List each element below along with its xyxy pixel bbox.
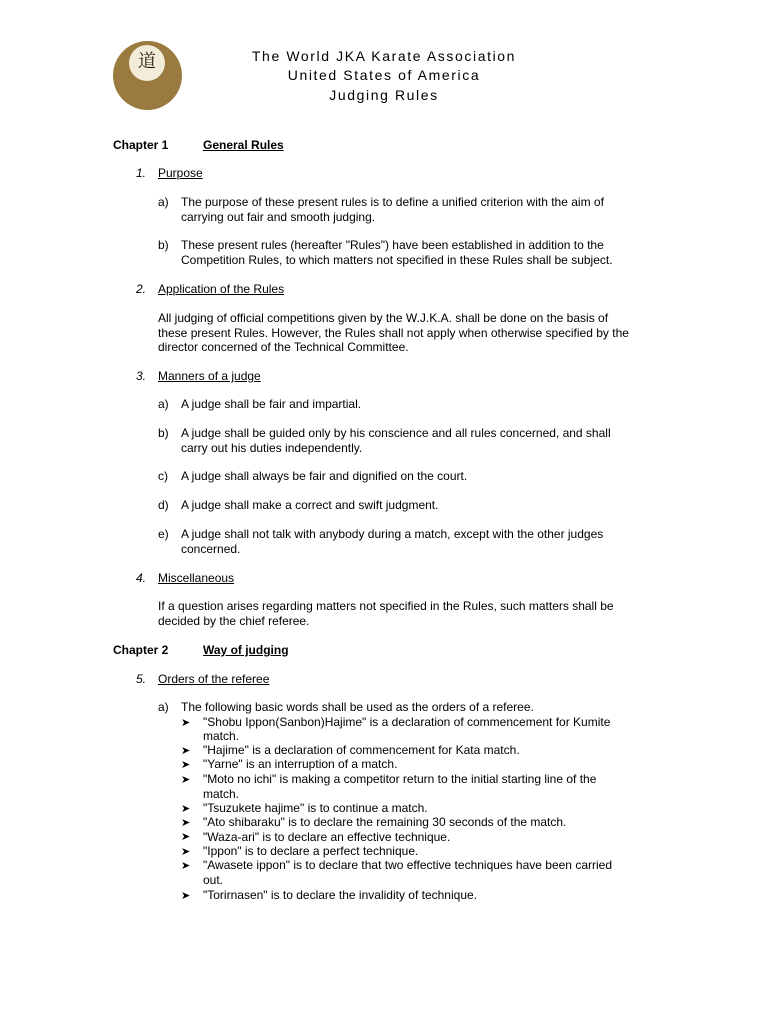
order-bullet-10: "Torirnasen" is to declare the invalidity of technique. (203, 888, 478, 902)
bullet-arrow-icon: ➤ (181, 890, 191, 902)
header-title-line3: Judging Rules (329, 87, 439, 103)
item-label: a) (158, 397, 169, 411)
item-label: b) (158, 426, 169, 440)
bullet-arrow-icon: ➤ (181, 745, 191, 757)
orders-intro: The following basic words shall be used as the orders of a referee. (181, 700, 534, 714)
purpose-b-line2: Competition Rules, to which matters not specified in these Rules shall be subject. (181, 253, 613, 267)
bullet-arrow-icon: ➤ (181, 774, 191, 786)
section-number: 2. (136, 282, 147, 296)
section-number: 3. (136, 369, 147, 383)
application-line1: All judging of official competitions given by the W.J.K.A. shall be done on the basis of (158, 311, 609, 325)
bullet-arrow-icon: ➤ (181, 831, 191, 843)
section-title-manners: Manners of a judge (158, 369, 261, 383)
bullet-arrow-icon: ➤ (181, 860, 191, 872)
item-label: a) (158, 195, 169, 209)
purpose-a-line2: carrying out fair and smooth judging. (181, 210, 376, 224)
item-label: d) (158, 498, 169, 512)
section-number: 4. (136, 571, 147, 585)
section-number: 1. (136, 166, 147, 180)
section-title-purpose: Purpose (158, 166, 203, 180)
chapter1-title: General Rules (203, 138, 284, 152)
bullet-arrow-icon: ➤ (181, 817, 191, 829)
order-bullet-1-line1: "Shobu Ippon(Sanbon)Hajime" is a declaration of commencement for Kumite (203, 715, 611, 729)
manners-b-line2: carry out his duties independently. (181, 441, 363, 455)
logo-emblem (129, 45, 165, 81)
manners-c-line1: A judge shall always be fair and dignified on the court. (181, 469, 468, 483)
bullet-arrow-icon: ➤ (181, 846, 191, 858)
header-title-line1: The World JKA Karate Association (251, 48, 517, 64)
section-title-orders: Orders of the referee (158, 672, 270, 686)
chapter2-label: Chapter 2 (113, 643, 169, 657)
manners-b-line1: A judge shall be guided only by his conscience and all rules concerned, and shall (181, 426, 611, 440)
manners-a-line1: A judge shall be fair and impartial. (181, 397, 362, 411)
item-label: e) (158, 527, 169, 541)
chapter2-title: Way of judging (203, 643, 289, 657)
header-title-line2: United States of America (287, 67, 481, 83)
misc-line2: decided by the chief referee. (158, 614, 310, 628)
manners-e-line1: A judge shall not talk with anybody during a match, except with the other judges (181, 527, 604, 541)
logo-kanji: 道 (138, 51, 156, 72)
order-bullet-6: "Ato shibaraku" is to declare the remaining 30 seconds of the match. (203, 815, 567, 829)
order-bullet-4-line1: "Moto no ichi" is making a competitor return to the initial starting line of the (203, 772, 597, 786)
association-logo (113, 41, 182, 110)
order-bullet-8: "Ippon" is to declare a perfect technique. (203, 844, 419, 858)
order-bullet-3: "Yarne" is an interruption of a match. (203, 757, 398, 771)
bullet-arrow-icon: ➤ (181, 717, 191, 729)
item-label: a) (158, 700, 169, 714)
item-label: c) (158, 469, 168, 483)
order-bullet-9-line1: "Awasete ippon" is to declare that two effective techniques have been carried (203, 858, 612, 872)
section-number: 5. (136, 672, 147, 686)
chapter1-label: Chapter 1 (113, 138, 169, 152)
manners-d-line1: A judge shall make a correct and swift judgment. (181, 498, 439, 512)
misc-line1: If a question arises regarding matters not specified in the Rules, such matters shall be (158, 599, 614, 613)
purpose-a-line1: The purpose of these present rules is to define a unified criterion with the aim of (181, 195, 604, 209)
purpose-b-line1: These present rules (hereafter "Rules") have been established in addition to the (181, 238, 604, 252)
order-bullet-7: "Waza-ari" is to declare an effective technique. (203, 830, 451, 844)
section-title-application: Application of the Rules (158, 282, 285, 296)
application-line2: these present Rules. However, the Rules shall not apply when otherwise specified by the (158, 326, 629, 340)
order-bullet-1-line2: match. (203, 729, 240, 743)
application-line3: director concerned of the Technical Committee. (158, 340, 409, 354)
bullet-arrow-icon: ➤ (181, 803, 191, 815)
order-bullet-5: "Tsuzukete hajime" is to continue a match. (203, 801, 428, 815)
manners-e-line2: concerned. (181, 542, 241, 556)
order-bullet-9-line2: out. (203, 873, 224, 887)
order-bullet-4-line2: match. (203, 787, 240, 801)
bullet-arrow-icon: ➤ (181, 759, 191, 771)
section-title-misc: Miscellaneous (158, 571, 235, 585)
item-label: b) (158, 238, 169, 252)
order-bullet-2: "Hajime" is a declaration of commencement for Kata match. (203, 743, 520, 757)
